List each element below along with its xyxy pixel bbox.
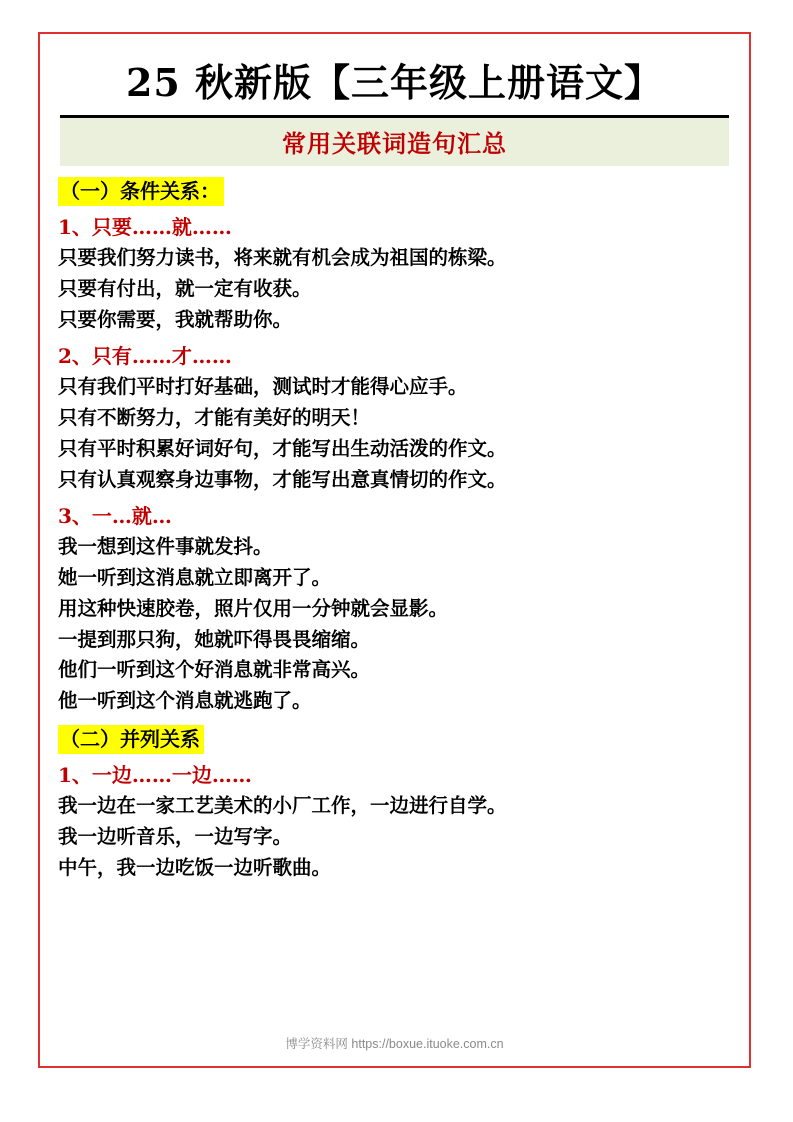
document-page [38, 32, 751, 1068]
section-heading [58, 175, 735, 204]
example-sentence: 她一听到这消息就立即离开了。 [58, 565, 332, 589]
item-heading: 2、只有……才…… [58, 343, 232, 368]
section-heading-label: （二）并列关系 [58, 725, 204, 754]
item-heading: 1、只要……就…… [58, 215, 232, 239]
page-title: 25 秋新版【三年级上册语文】 [60, 46, 729, 118]
example-sentence: 我一边在一家工艺美术的小厂工作，一边进行自学。 [58, 794, 507, 818]
example-sentence: 只要你需要，我就帮助你。 [58, 307, 293, 331]
example-sentence: 他一听到这个消息就逃跑了。 [58, 689, 312, 713]
example-sentence: 只有平时积累好词好句，才能写出生动活泼的作文。 [58, 436, 507, 460]
document-body [40, 34, 749, 881]
example-sentence: 只有认真观察身边事物，才能写出意真情切的作文。 [58, 467, 507, 491]
example-sentence: 用这种快速胶卷，照片仅用一分钟就会显影。 [58, 596, 449, 620]
section-heading [58, 723, 735, 752]
subtitle-text: 常用关联词造句汇总 [282, 129, 507, 158]
example-sentence: 我一想到这件事就发抖。 [58, 534, 273, 558]
example-sentence: 只有不断努力，才能有美好的明天！ [58, 405, 371, 429]
example-sentence: 他们一听到这个好消息就非常高兴。 [58, 658, 371, 682]
example-sentence: 只要我们努力读书，将来就有机会成为祖国的栋梁。 [58, 246, 507, 269]
example-sentence: 我一边听音乐，一边写字。 [58, 825, 293, 849]
footer-watermark: 博学资料网 https://boxue.ituoke.com.cn [285, 1037, 504, 1051]
example-sentence: 只有我们平时打好基础，测试时才能得心应手。 [58, 374, 468, 398]
item-heading: 3、一…就… [58, 503, 172, 528]
subtitle-banner [60, 118, 729, 166]
example-sentence: 一提到那只狗，她就吓得畏畏缩缩。 [58, 627, 371, 651]
example-sentence: 中午，我一边吃饭一边听歌曲。 [58, 856, 332, 880]
example-sentence: 只要有付出，就一定有收获。 [58, 276, 312, 300]
section-heading-label: （一）条件关系： [58, 177, 224, 206]
item-heading: 1、一边……一边…… [58, 763, 252, 788]
